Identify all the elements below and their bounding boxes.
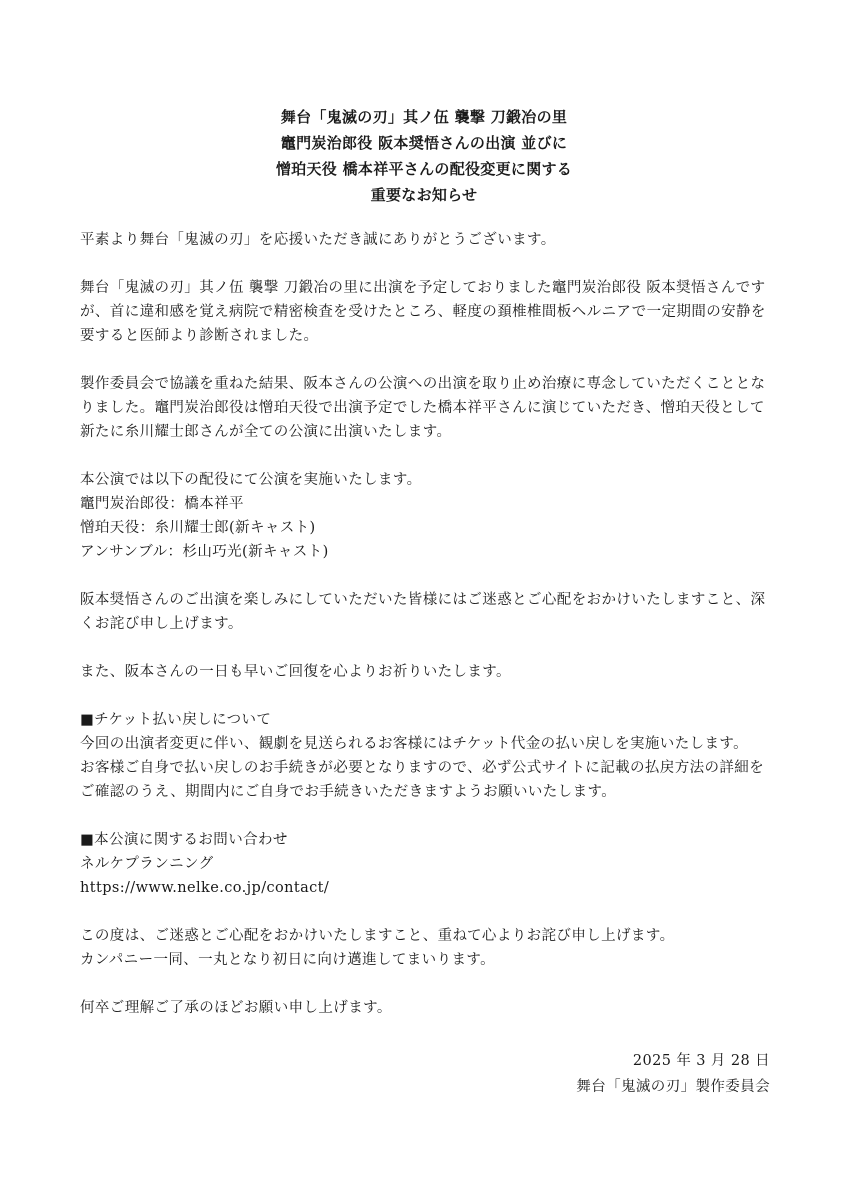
text-line: 平素より舞台「鬼滅の刃」を応援いただき誠にありがとうございます。 (80, 232, 556, 248)
title-line: 竈門炭治郎役 阪本奨悟さんの出演 並びに (280, 134, 568, 152)
cast-item: 竈門炭治郎役：橋本祥平 (80, 496, 244, 512)
cast-paragraph (80, 468, 774, 564)
title-line: 重要なお知らせ (370, 186, 478, 204)
contact-company: ネルケプランニング (80, 856, 214, 872)
announcement-paragraph (80, 276, 774, 348)
document-date: 2025 年 3 月 28 日 (632, 1053, 770, 1069)
final-paragraph (80, 996, 774, 1020)
text-line: 今回の出演者変更に伴い、観劇を見送られるお客様にはチケット代金の払い戻しを実施いたします。 (80, 736, 749, 752)
cast-item: 憎珀天役：糸川耀士郎(新キャスト) (80, 520, 316, 536)
document-body (80, 228, 774, 1044)
document-title (0, 104, 848, 208)
text-line: また、阪本さんの一日も早いご回復を心よりお祈りいたします。 (80, 664, 511, 680)
text-line: カンパニー一同、一丸となり初日に向け邁進してまいります。 (80, 952, 496, 968)
cast-item: アンサンブル：杉山巧光(新キャスト) (80, 544, 329, 560)
contact-url: https://www.nelke.co.jp/contact/ (80, 880, 330, 896)
refund-section (80, 708, 774, 804)
contact-section (80, 828, 774, 900)
text-line: 本公演では以下の配役にて公演を実施いたします。 (80, 472, 422, 488)
text-line: この度は、ご迷惑とご心配をおかけいたしますこと、重ねて心よりお詫び申し上げます。 (80, 928, 675, 944)
section-heading: ■本公演に関するお問い合わせ (80, 832, 288, 848)
text-line: ご確認のうえ、期間内にご自身でお手続きいただきますようお願いいたします。 (80, 784, 617, 800)
text-line: 製作委員会で協議を重ねた結果、阪本さんの公演への出演を取り止め治療に専念していただくこととな (80, 376, 766, 392)
issuing-organization: 舞台「鬼滅の刃」製作委員会 (576, 1079, 770, 1095)
text-line: が、首に違和感を覚え病院で精密検査を受けたところ、軽度の頚椎椎間板ヘルニアで一定期間の安静を (80, 304, 766, 320)
text-line: 要すると医師より診断されました。 (80, 328, 319, 344)
apology-paragraph (80, 588, 774, 636)
text-line: 何卒ご理解ご了承のほどお願い申し上げます。 (80, 1000, 392, 1016)
closing-paragraph (80, 924, 774, 972)
text-line: 舞台「鬼滅の刃」其ノ伍 襲撃 刀鍛冶の里に出演を予定しておりました竈門炭治郎役 阪本奨悟さんです (80, 280, 766, 296)
text-line: りました。竈門炭治郎役は憎珀天役で出演予定でした橋本祥平さんに演じていただき、憎珀天役として (80, 400, 765, 416)
recovery-paragraph (80, 660, 774, 684)
text-line: 新たに糸川耀士郎さんが全ての公演に出演いたします。 (80, 424, 452, 440)
greeting-paragraph (80, 228, 774, 252)
text-line: 阪本奨悟さんのご出演を楽しみにしていただいた皆様にはご迷惑とご心配をおかけいたしますこと、深 (80, 592, 766, 608)
title-line: 憎珀天役 橋本祥平さんの配役変更に関する (275, 160, 573, 178)
signature-block (576, 1048, 770, 1100)
decision-paragraph (80, 372, 774, 444)
title-line: 舞台「鬼滅の刃」其ノ伍 襲撃 刀鍛冶の里 (280, 108, 568, 126)
section-heading: ■チケット払い戻しについて (80, 712, 272, 728)
text-line: お客様ご自身で払い戻しのお手続きが必要となりますので、必ず公式サイトに記載の払戻方法の詳細を (80, 760, 765, 776)
text-line: くお詫び申し上げます。 (80, 616, 243, 632)
